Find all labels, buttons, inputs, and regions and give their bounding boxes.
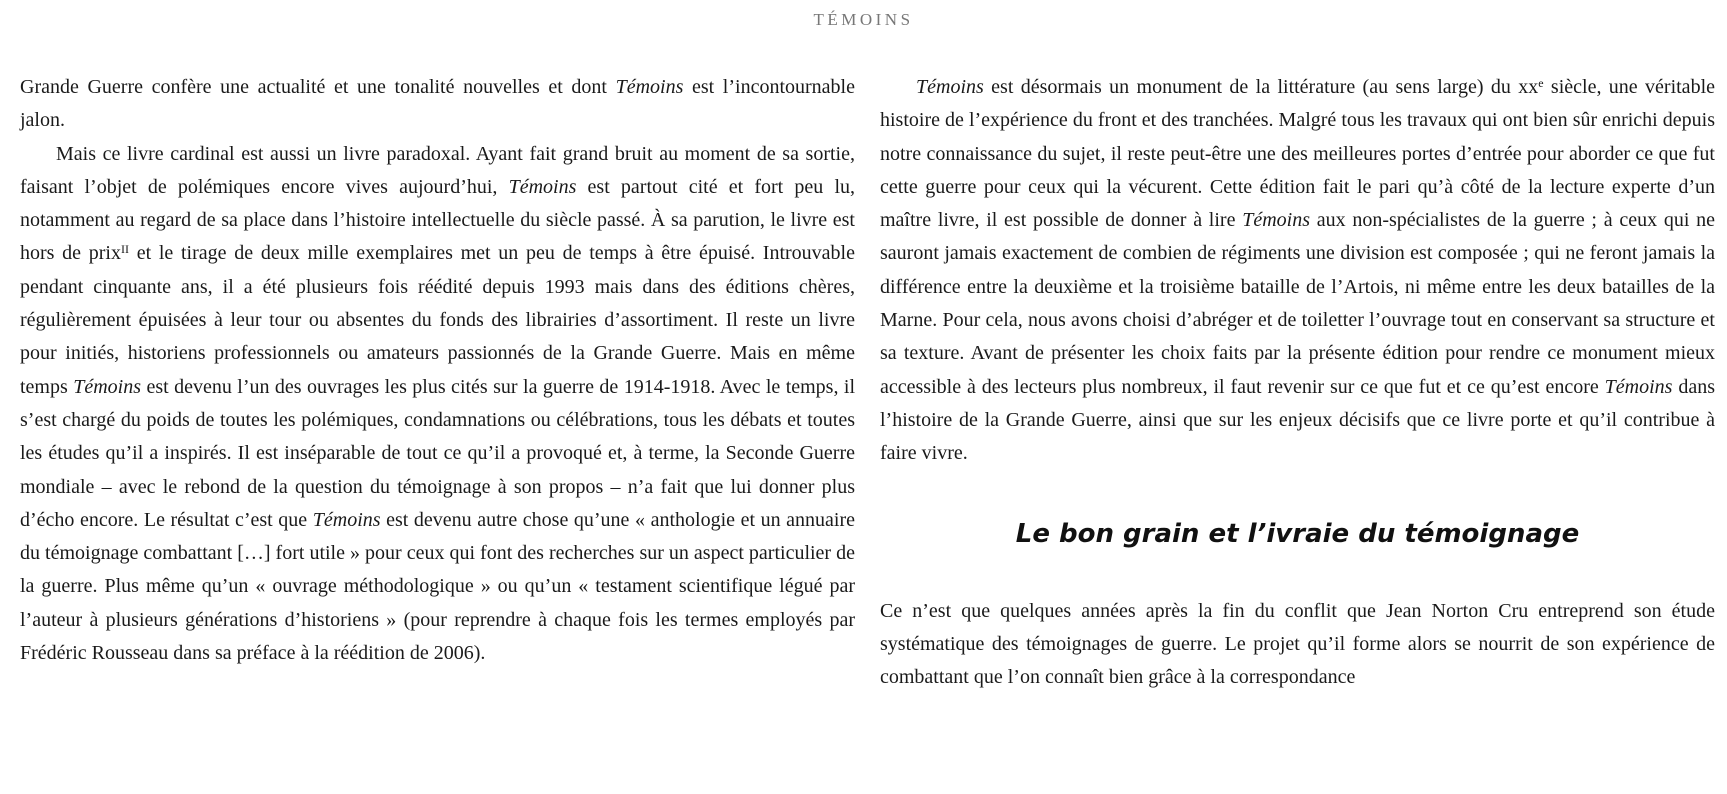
text-run: est désormais un monument de la littérature (au sens large) du xx [983, 76, 1539, 98]
book-title-italic: Témoins [1242, 209, 1310, 232]
text-run: est devenu l’un des ouvrages les plus cités sur la guerre de 1914-1918. Avec le temps, il s’est chargé du poids de toutes les polémiques, condamnations ou célébrations, tous les débats et toutes les études qu’il a inspirés. Il est inséparable de tout ce qu’il a provoqué et, à terme, la Seconde Guerre mondiale – avec le rebond de la question du témoignage à son propos – n’a fait que lui donner plus d’écho encore. Le résultat c’est que [20, 375, 856, 531]
left-column [20, 71, 855, 670]
text-run: et le tirage de deux mille exemplaires met un peu de temps à être épuisé. Introuvable pendant cinquante ans, il a été plusieurs fois réédité depuis 1993 mais dans des éditions chères, régulièrement épuisées à leur tour ou absentes du fonds des librairies d’assortiment. Il reste un livre pour initiés, historiens professionnels ou amateurs passionnés de la Grande Guerre. Mais en même temps [20, 242, 855, 398]
text-run: Mais ce livre cardinal est aussi un livre paradoxal. Ayant fait grand bruit au moment de sa sortie, faisant l’objet de polémiques encore vives aujourd’hui, [20, 142, 855, 198]
text-run: aux non-spécialistes de la guerre ; à ceux qui ne sauront jamais exactement de combien de régiments une division est composée ; qui ne feront jamais la différence entre la deuxième et la troisième bataille de l’Artois, ni même entre les deux batailles de la Marne. Pour cela, nous avons choisi d’abréger et de toiletter l’ouvrage tout en conservant sa structure et sa texture. Avant de présenter les choix faits par la présente édition pour rendre ce monument mieux accessible à des lecteurs plus nombreux, il faut revenir sur ce que fut et ce qu’est encore [880, 209, 1715, 398]
running-head: TÉMOINS [813, 10, 914, 29]
book-title-italic: Témoins [615, 76, 684, 98]
footnote-marker: II [120, 242, 129, 257]
text-run: est l’incontournable jalon. [20, 76, 855, 132]
section-title: Le bon grain et l’ivraie du témoignage [1015, 518, 1580, 549]
paragraph [20, 138, 855, 671]
paragraph [20, 71, 855, 138]
superscript: e [1538, 76, 1544, 90]
text-run: siècle, une véritable histoire de l’expérience du front et des tranchées. Malgré tous les travaux qui ont bien sûr enrichi depuis notre connaissance du sujet, il reste peut-être une des meilleures portes d’entrée pour aborder ce que fut cette guerre pour ceux qui la vécurent. Cette édition fait le pari qu’à côté de la lecture experte d’un maître livre, il est possible de donner à lire [880, 76, 1715, 232]
right-column [880, 71, 1715, 694]
book-title-italic: Témoins [508, 175, 577, 198]
text-run: est devenu autre chose qu’une « anthologie et un annuaire du témoignage combattant […] fort utile » pour ceux qui font des recherches sur un aspect particulier de la guerre. Plus même qu’un « ouvrage méthodologique » ou qu’un « testament scientifique légué par l’auteur à plusieurs générations d’historiens » (pour reprendre à chaque fois les termes employés par Frédéric Rousseau dans sa préface à la réédition de 2006). [20, 508, 855, 665]
book-title-italic: Témoins [312, 508, 381, 531]
book-title-italic: Témoins [73, 375, 142, 398]
paragraph [880, 71, 1715, 471]
text-run: Grande Guerre confère une actualité et une tonalité nouvelles et dont [20, 76, 616, 98]
paragraph: Ce n’est que quelques années après la fin du conflit que Jean Norton Cru entreprend son étude systématique des témoignages de guerre. Le projet qu’il forme alors se nourrit de son expérience de combattant que l’on connaît bien grâce à la correspondance [880, 599, 1715, 689]
book-title-italic: Témoins [916, 76, 984, 98]
text-run: est partout cité et fort peu lu, notamment au regard de sa place dans l’histoire intellectuelle du siècle passé. À sa parution, le livre est hors de prix [20, 175, 856, 265]
book-title-italic: Témoins [1604, 375, 1673, 398]
text-run: dans l’histoire de la Grande Guerre, ainsi que sur les enjeux décisifs que ce livre porte et qu’il contribue à faire vivre. [880, 375, 1715, 465]
